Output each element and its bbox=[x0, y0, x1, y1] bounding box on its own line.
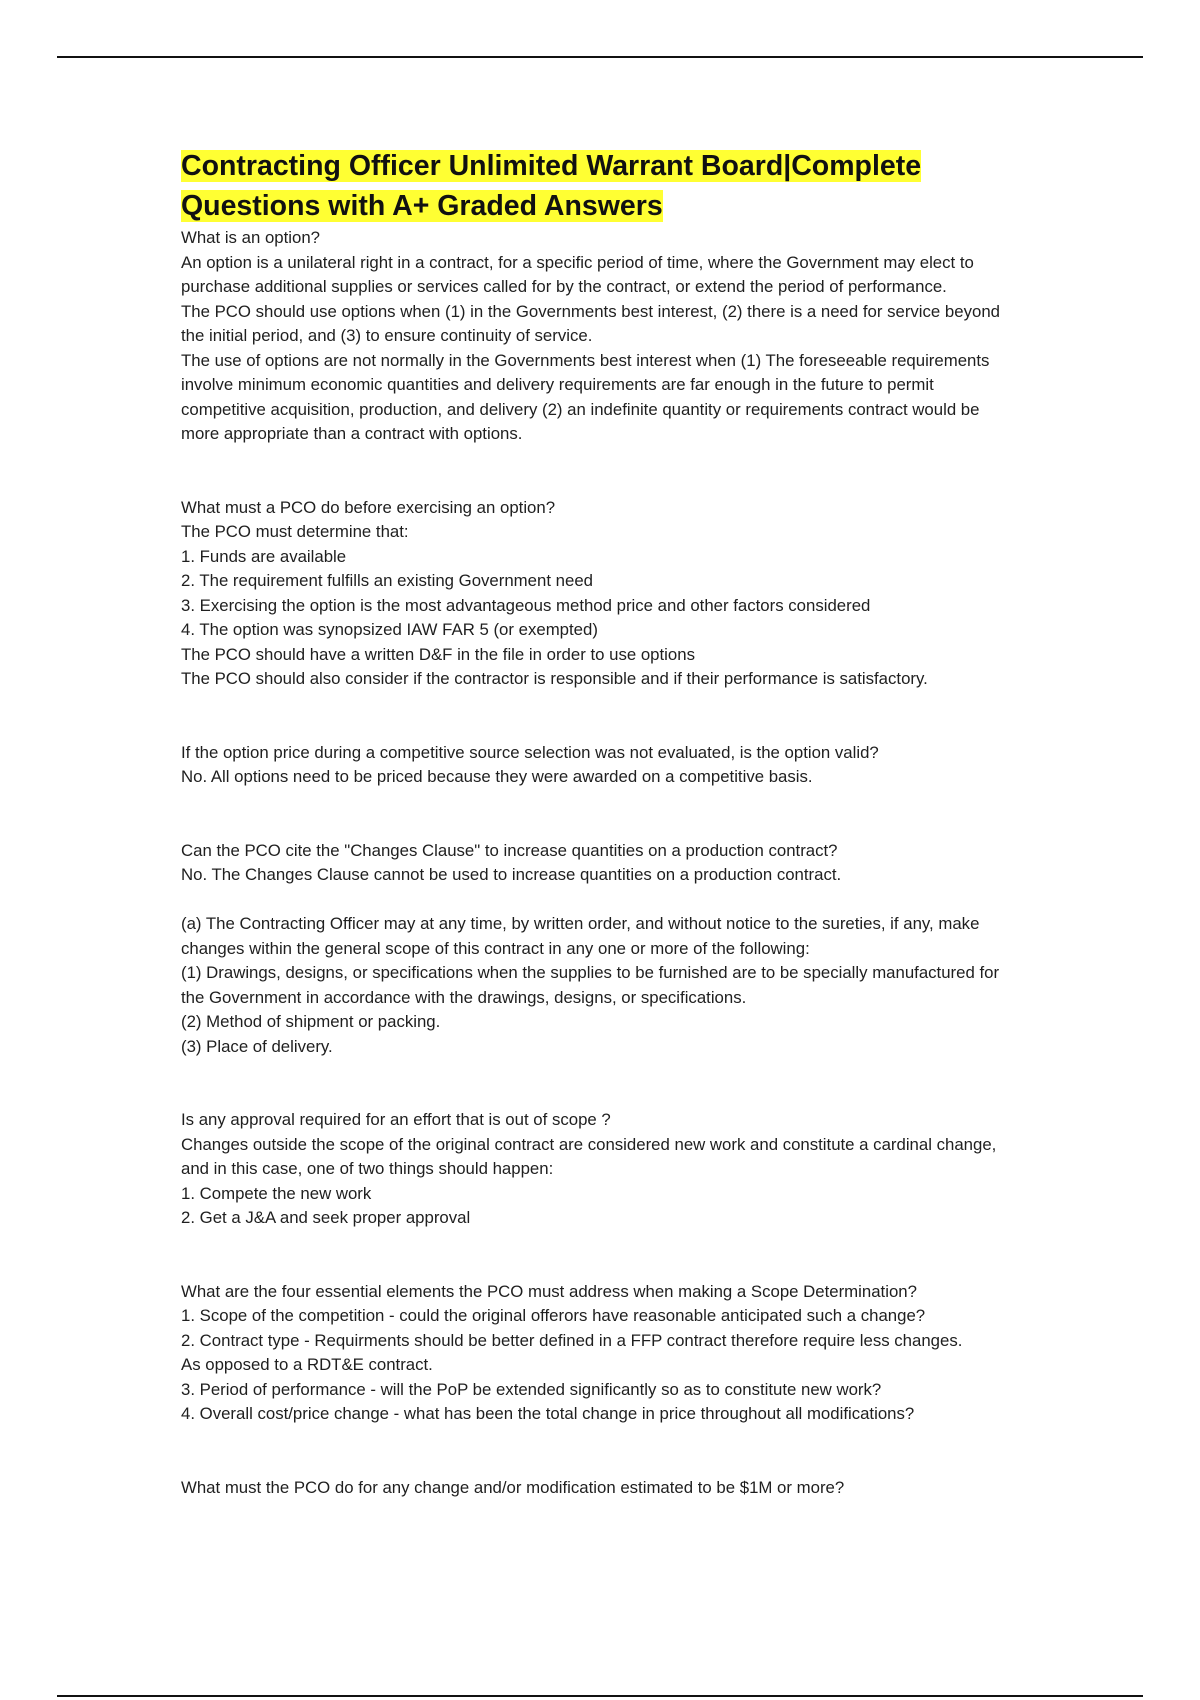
qa-block-out-of-scope bbox=[181, 1108, 1021, 1231]
list-item: 4. The option was synopsized IAW FAR 5 (or exempted) bbox=[181, 620, 598, 639]
list-item: 1. Compete the new work bbox=[181, 1183, 372, 1203]
answer-line: The PCO must determine that: bbox=[181, 522, 409, 541]
list-item: 1. Funds are available bbox=[181, 546, 347, 566]
list-item: 2. Get a J&A and seek proper approval bbox=[181, 1208, 471, 1227]
question: What is an option? bbox=[181, 228, 320, 247]
question: What are the four essential elements the PCO must address when making a Scope Determination? bbox=[181, 1281, 917, 1301]
answer-line: Changes outside the scope of the original contract are considered new work and constitute a cardinal change, and in this case, one of two things should happen: bbox=[181, 1134, 997, 1178]
clause-text: (2) Method of shipment or packing. bbox=[181, 1012, 441, 1031]
qa-block-changes-clause bbox=[181, 839, 1021, 1060]
question: What must a PCO do before exercising an option? bbox=[181, 497, 556, 517]
answer-line: As opposed to a RDT&E contract. bbox=[181, 1355, 433, 1374]
qa-block-1m-change bbox=[181, 1476, 1021, 1501]
question: What must the PCO do for any change and/or modification estimated to be $1M or more? bbox=[181, 1477, 845, 1497]
answer-line: The use of options are not normally in the Governments best interest when (1) The foreseeable requirements involve minimum economic quantities and delivery requirements are far enough in the future to permit competitive acquisition, production, and delivery (2) an indefinite quantity or requirements contract would be more appropriate than a contract with options. bbox=[181, 350, 990, 443]
qa-block-option-price bbox=[181, 741, 1021, 790]
qa-block-scope-determination bbox=[181, 1280, 1021, 1427]
top-rule bbox=[57, 56, 1143, 58]
answer-line: The PCO should also consider if the contractor is responsible and if their performance is satisfactory. bbox=[181, 669, 928, 688]
title-line-2: Questions with A+ Graded Answers bbox=[181, 190, 663, 222]
bottom-rule bbox=[57, 1695, 1143, 1697]
answer-line: The PCO should use options when (1) in the Governments best interest, (2) there is a need for service beyond the initial period, and (3) to ensure continuity of service. bbox=[181, 301, 1000, 345]
list-item: 2. The requirement fulfills an existing Government need bbox=[181, 571, 593, 590]
list-item: 1. Scope of the competition - could the original offerors have reasonable anticipated such a change? bbox=[181, 1306, 926, 1325]
document-title bbox=[181, 146, 1021, 226]
question: If the option price during a competitive source selection was not evaluated, is the option valid? bbox=[181, 742, 879, 762]
list-item: 2. Contract type - Requirments should be better defined in a FFP contract therefore require less changes. bbox=[181, 1330, 963, 1350]
list-item: 4. Overall cost/price change - what has been the total change in price throughout all modifications? bbox=[181, 1404, 915, 1423]
answer-line: No. The Changes Clause cannot be used to increase quantities on a production contract. bbox=[181, 865, 842, 884]
qa-block-exercising-option bbox=[181, 496, 1021, 692]
answer-line: No. All options need to be priced because they were awarded on a competitive basis. bbox=[181, 767, 813, 786]
document-body bbox=[181, 146, 1021, 1500]
question: Can the PCO cite the "Changes Clause" to increase quantities on a production contract? bbox=[181, 840, 838, 860]
question: Is any approval required for an effort that is out of scope ? bbox=[181, 1110, 611, 1129]
clause-text: (1) Drawings, designs, or specifications when the supplies to be furnished are to be specially manufactured for the Government in accordance with the drawings, designs, or specifications. bbox=[181, 963, 1000, 1007]
qa-block-option bbox=[181, 226, 1021, 447]
clause-text: (a) The Contracting Officer may at any time, by written order, and without notice to the sureties, if any, make changes within the general scope of this contract in any one or more of the following: bbox=[181, 914, 980, 958]
list-item: 3. Period of performance - will the PoP be extended significantly so as to constitute new work? bbox=[181, 1379, 882, 1399]
answer-line: An option is a unilateral right in a contract, for a specific period of time, where the Government may elect to purchase additional supplies or services called for by the contract, or extend the period of performance. bbox=[181, 252, 974, 296]
clause-text: (3) Place of delivery. bbox=[181, 1036, 333, 1056]
title-line-1: Contracting Officer Unlimited Warrant Board|Complete bbox=[181, 150, 922, 182]
list-item: 3. Exercising the option is the most advantageous method price and other factors considered bbox=[181, 595, 871, 615]
answer-line: The PCO should have a written D&F in the file in order to use options bbox=[181, 644, 695, 664]
qa-section bbox=[181, 226, 1021, 1500]
